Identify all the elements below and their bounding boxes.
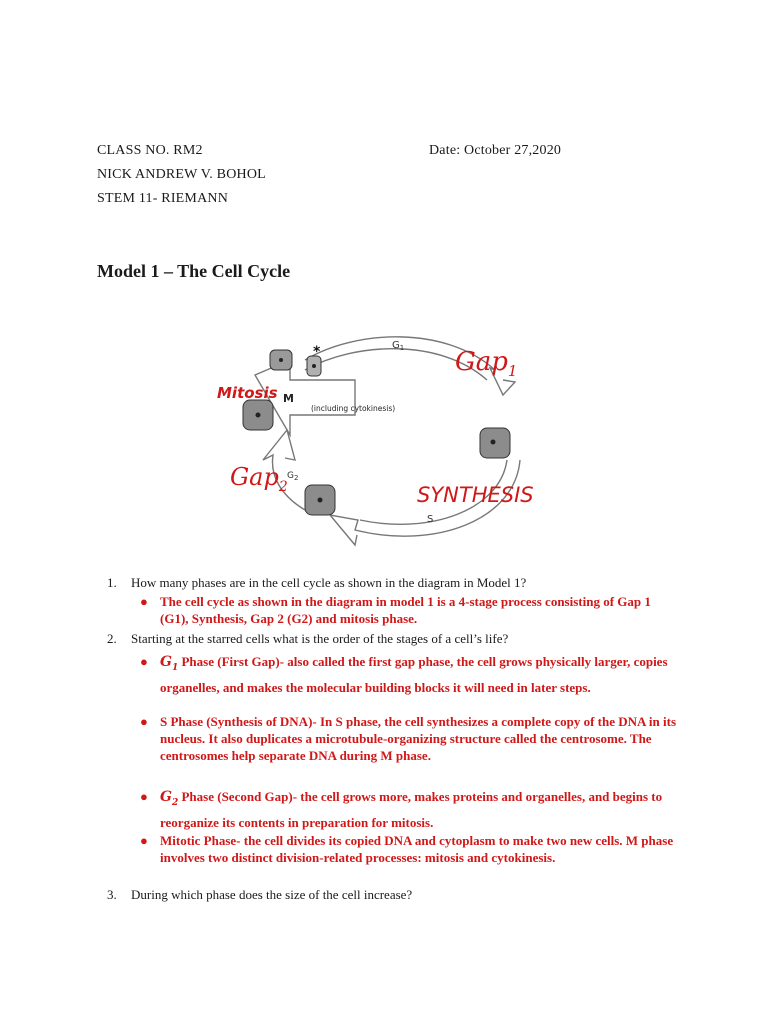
- star-marker: *: [313, 344, 321, 360]
- question-2: 2. Starting at the starred cells what is the order of the stages of a cell’s life?: [107, 631, 509, 646]
- date: Date: October 27,2020: [429, 143, 562, 158]
- cell-cycle-diagram: [195, 320, 575, 560]
- g2-symbol: $G_2$: [160, 789, 179, 808]
- label-s: S: [427, 514, 434, 525]
- label-g1: $G_1$: [392, 340, 405, 352]
- student-name: NICK ANDREW V. BOHOL: [97, 167, 266, 182]
- answer-1: ● The cell cycle as shown in the diagram in model 1 is a 4-stage process consisting of Gap 1 (G1), Synthesis, Gap 2 (G2) and mitosis phase.: [140, 594, 651, 626]
- handwritten-synthesis: SYNTHESIS: [417, 483, 534, 507]
- answer-2-g2: ● $G_2$ Phase (Second Gap)- the cell grows more, makes proteins and organelles, and begins to reorganize its contents in preparation for mitosis.: [140, 789, 663, 830]
- class-number: CLASS NO. RM2: [97, 143, 203, 158]
- label-g2: $G_2$: [287, 471, 299, 482]
- g1-symbol: $G_1$: [160, 654, 179, 673]
- handwritten-gap2: Gap$_2$: [230, 463, 288, 495]
- label-m: M: [283, 392, 294, 405]
- handwritten-mitosis: Mitosis: [217, 384, 278, 402]
- handwritten-gap1: Gap$_1$: [455, 347, 518, 380]
- answer-2-g1: ● $G_1$ Phase (First Gap)- also called the first gap phase, the cell grows physically larger, copies organelles, and makes the molecular building blocks it will need in later steps.: [140, 654, 668, 695]
- answer-2-s: ● S Phase (Synthesis of DNA)- In S phase, the cell synthesizes a complete copy of the DNA in its nucleus. It also duplicates a microtubule-organizing structure called the centrosome. The centrosomes help separate DNA during M phase.: [140, 714, 677, 763]
- question-1: 1. How many phases are in the cell cycle as shown in the diagram in Model 1?: [107, 575, 527, 590]
- question-3: 3. During which phase does the size of the cell increase?: [107, 887, 413, 902]
- label-cytokinesis: (including cytokinesis): [311, 404, 396, 413]
- model-title: Model 1 – The Cell Cycle: [97, 261, 291, 281]
- section: STEM 11- RIEMANN: [97, 191, 229, 206]
- answer-2-m: ● Mitotic Phase- the cell divides its copied DNA and cytoplasm to make two new cells. M phase involves two distinct division-related processes: mitosis and cytokinesis.: [140, 833, 674, 865]
